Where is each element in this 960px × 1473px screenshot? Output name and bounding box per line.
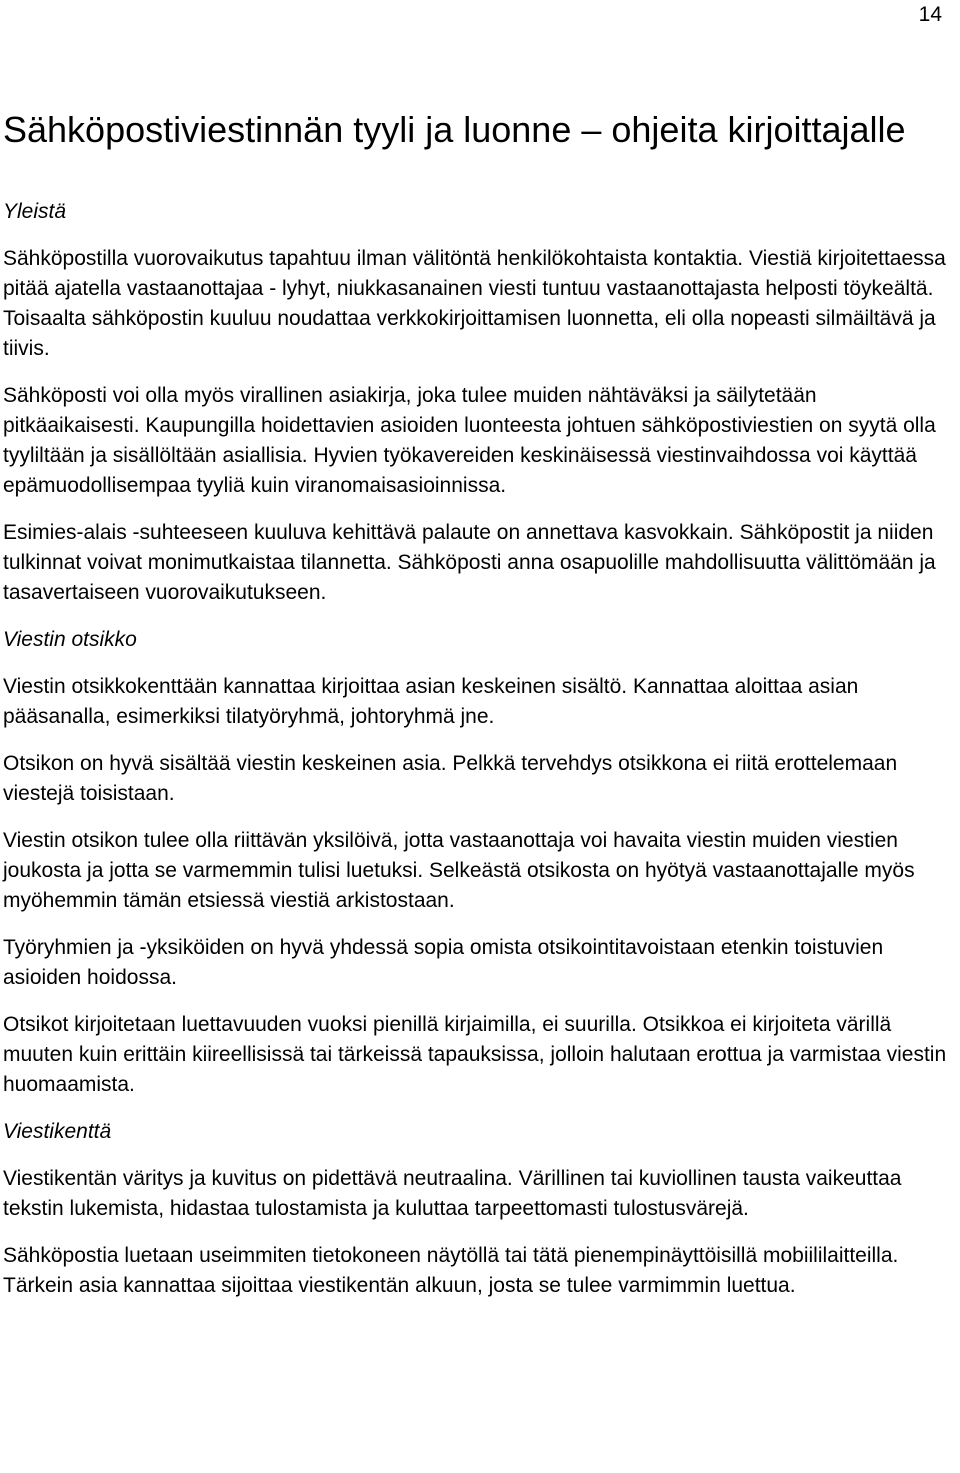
paragraph: Sähköpostia luetaan useimmiten tietokoneen näytöllä tai tätä pienempinäyttöisillä mobiililaitteilla. Tärkein asia kannattaa sijoittaa viestikentän alkuun, josta se tulee varmimmin luettua.: [3, 1244, 899, 1297]
paragraph: Viestin otsikkokenttään kannattaa kirjoittaa asian keskeinen sisältö. Kannattaa aloittaa asian pääsanalla, esimerkiksi tilatyöryhmä, johtoryhmä jne.: [3, 675, 859, 728]
page-title: Sähköpostiviestinnän tyyli ja luonne – ohjeita kirjoittajalle: [3, 109, 906, 150]
paragraph: Viestin otsikon tulee olla riittävän yksilöivä, jotta vastaanottaja voi havaita viestin muiden viestien joukosta ja jotta se varmemmin tulisi luetuksi. Selkeästä otsikosta on hyötyä vastaanottajalle myös myöhemmin tämän etsiessä viestiä arkistostaan.: [3, 829, 915, 912]
paragraph: Otsikot kirjoitetaan luettavuuden vuoksi pienillä kirjaimilla, ei suurilla. Otsikkoa ei kirjoiteta värillä muuten kuin erittäin kiireellisissä tai tärkeissä tapauksissa, jolloin halutaan erottua ja varmistaa viestin huomaamista.: [3, 1013, 947, 1096]
paragraph: Viestikentän väritys ja kuvitus on pidettävä neutraalina. Värillinen tai kuviollinen tausta vaikeuttaa tekstin lukemista, hidastaa tulostamista ja kuluttaa tarpeettomasti tulostusvärejä.: [3, 1167, 902, 1220]
paragraph: Sähköpostilla vuorovaikutus tapahtuu ilman välitöntä henkilökohtaista kontaktia. Viestiä kirjoitettaessa pitää ajatella vastaanottajaa - lyhyt, niukkasanainen viesti tuntuu vastaanottajasta helposti töykeältä. Toisaalta sähköpostin kuuluu noudattaa verkkokirjoittamisen luonnetta, eli olla nopeasti silmäiltävä ja tiivis.: [3, 247, 946, 360]
paragraph: Työryhmien ja -yksiköiden on hyvä yhdessä sopia omista otsikointitavoistaan etenkin toistuvien asioiden hoidossa.: [3, 936, 884, 989]
section-heading-viestin-otsikko: Viestin otsikko: [3, 628, 137, 651]
paragraph: Sähköposti voi olla myös virallinen asiakirja, joka tulee muiden nähtäväksi ja säilytetään pitkäaikaisesti. Kaupungilla hoidettavien asioiden luonteesta johtuen sähköpostiviestien on syytä olla tyyliltään ja sisällöltään asiallisia. Hyvien työkavereiden keskinäisessä viestinvaihdossa voi käyttää epämuodollisempaa tyyliä kuin viranomaisasioinnissa.: [3, 384, 936, 497]
paragraph: Esimies-alais -suhteeseen kuuluva kehittävä palaute on annettava kasvokkain. Sähköpostit ja niiden tulkinnat voivat monimutkaistaa tilannetta. Sähköposti anna osapuolille mahdollisuutta välittömään ja tasavertaiseen vuorovaikutukseen.: [3, 521, 936, 604]
section-heading-viestikentta: Viestikenttä: [3, 1120, 112, 1143]
section-heading-yleista: Yleistä: [3, 200, 67, 223]
document-body: [3, 108, 948, 1301]
paragraph: Otsikon on hyvä sisältää viestin keskeinen asia. Pelkkä tervehdys otsikkona ei riitä erottelemaan viestejä toisistaan.: [3, 752, 898, 805]
page-number: 14: [918, 3, 942, 26]
